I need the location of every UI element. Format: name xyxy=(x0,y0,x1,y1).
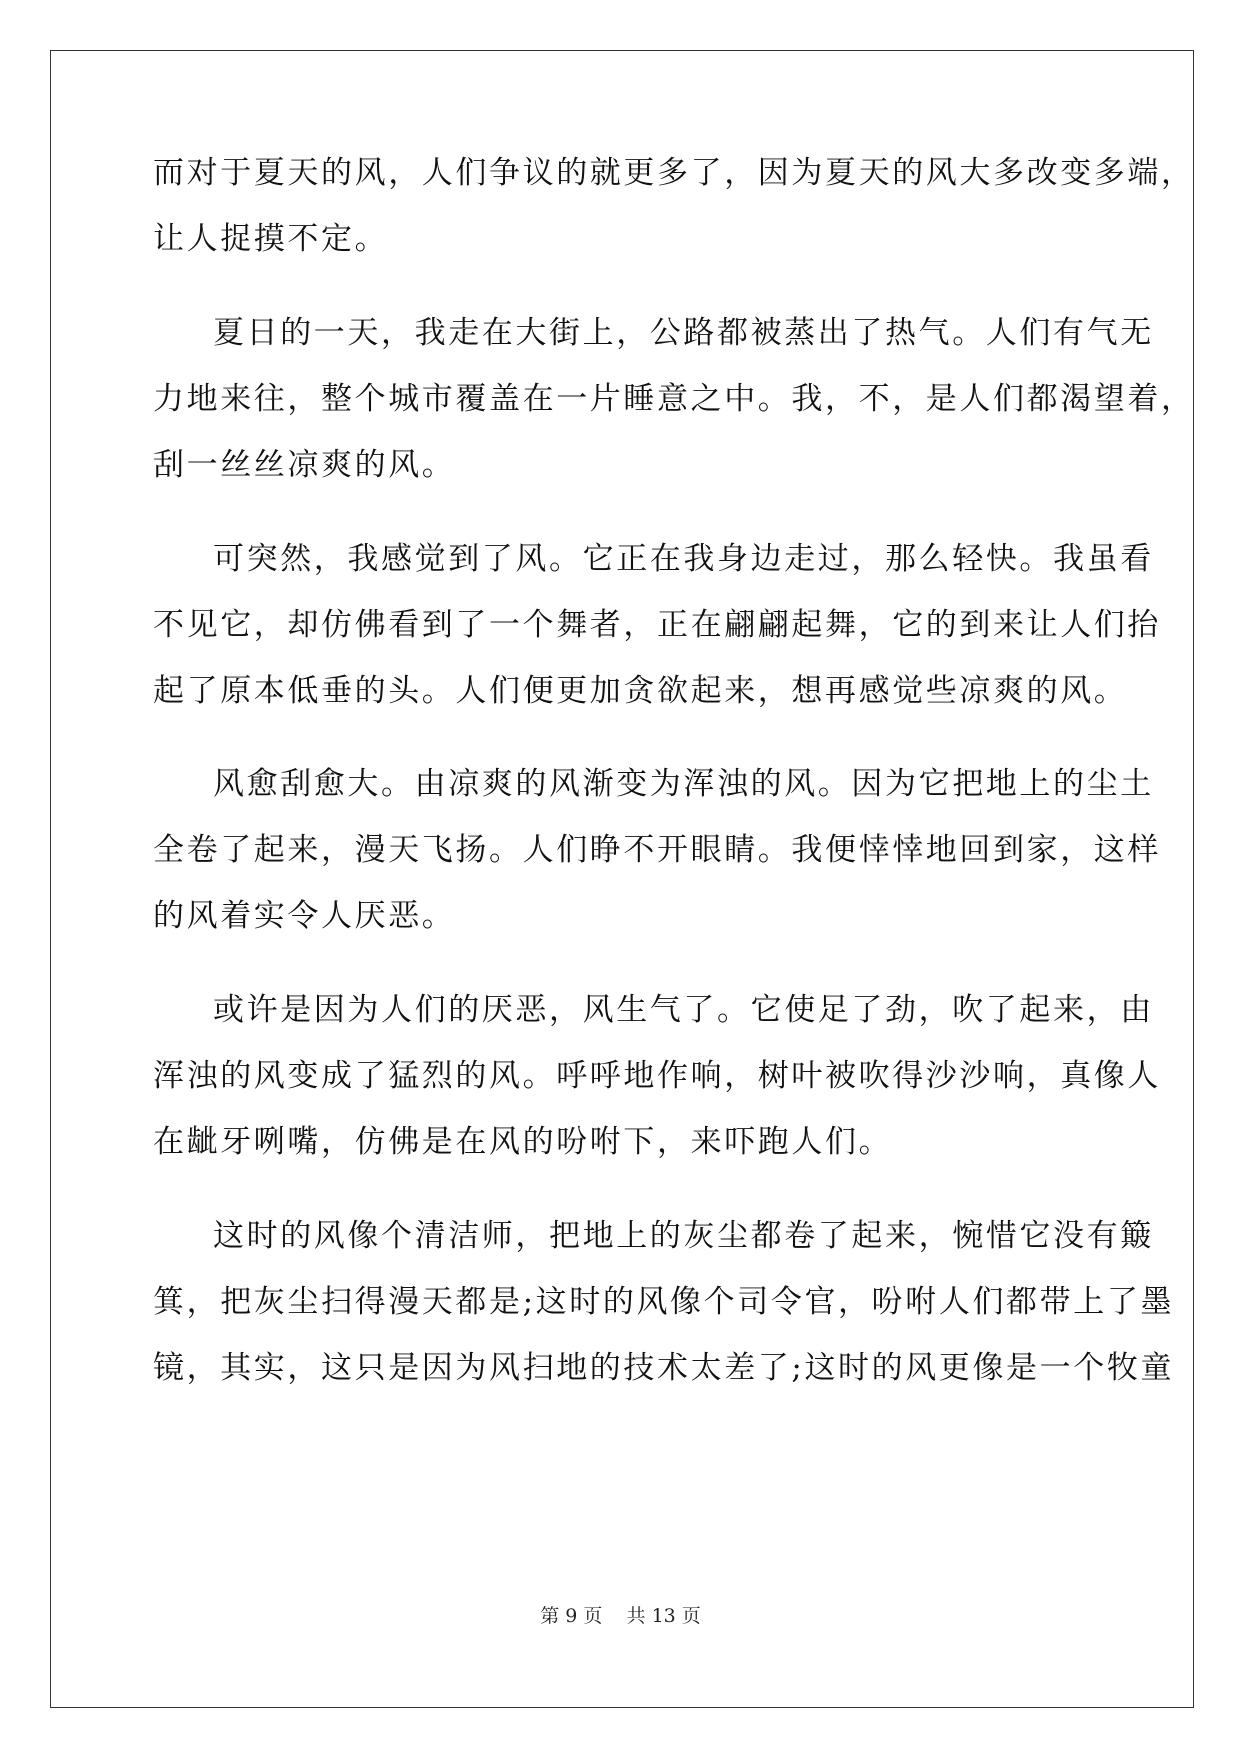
text-line: 箕，把灰尘扫得漫天都是;这时的风像个司令官，吩咐人们都带上了墨 xyxy=(153,1284,1175,1320)
paragraph-first-line: 风愈刮愈大。由凉爽的风渐变为浑浊的风。因为它把地上的尘土 xyxy=(213,766,1154,802)
paragraph-first-line: 可突然，我感觉到了风。它正在我身边走过，那么轻快。我虽看 xyxy=(213,541,1154,577)
text-line: 的风着实令人厌恶。 xyxy=(153,898,456,934)
paragraph-first-line: 夏日的一天，我走在大街上，公路都被蒸出了热气。人们有气无 xyxy=(213,315,1154,351)
text-line: 在龇牙咧嘴，仿佛是在风的吩咐下，来吓跑人们。 xyxy=(153,1124,893,1160)
paragraph-first-line: 或许是因为人们的厌恶，风生气了。它使足了劲，吹了起来，由 xyxy=(213,992,1154,1028)
page-number-footer: 第 9 页 共 13 页 xyxy=(540,1605,701,1627)
text-line: 刮一丝丝凉爽的风。 xyxy=(153,447,456,483)
paragraph-first-line: 这时的风像个清洁师，把地上的灰尘都卷了起来，惋惜它没有簸 xyxy=(213,1218,1154,1254)
text-line: 让人捉摸不定。 xyxy=(153,221,389,257)
text-line: 镜，其实，这只是因为风扫地的技术太差了;这时的风更像是一个牧童 xyxy=(153,1350,1175,1386)
text-line: 全卷了起来，漫天飞扬。人们睁不开眼睛。我便悻悻地回到家，这样 xyxy=(153,832,1161,868)
page-border xyxy=(50,50,1194,1708)
text-line: 而对于夏天的风，人们争议的就更多了，因为夏天的风大多改变多端， xyxy=(153,155,1195,191)
text-line: 起了原本低垂的头。人们便更加贪欲起来，想再感觉些凉爽的风。 xyxy=(153,673,1128,709)
text-line: 力地来往，整个城市覆盖在一片睡意之中。我，不，是人们都渴望着， xyxy=(153,381,1195,417)
text-line: 浑浊的风变成了猛烈的风。呼呼地作响，树叶被吹得沙沙响，真像人 xyxy=(153,1058,1161,1094)
text-line: 不见它，却仿佛看到了一个舞者，正在翩翩起舞，它的到来让人们抬 xyxy=(153,607,1161,643)
